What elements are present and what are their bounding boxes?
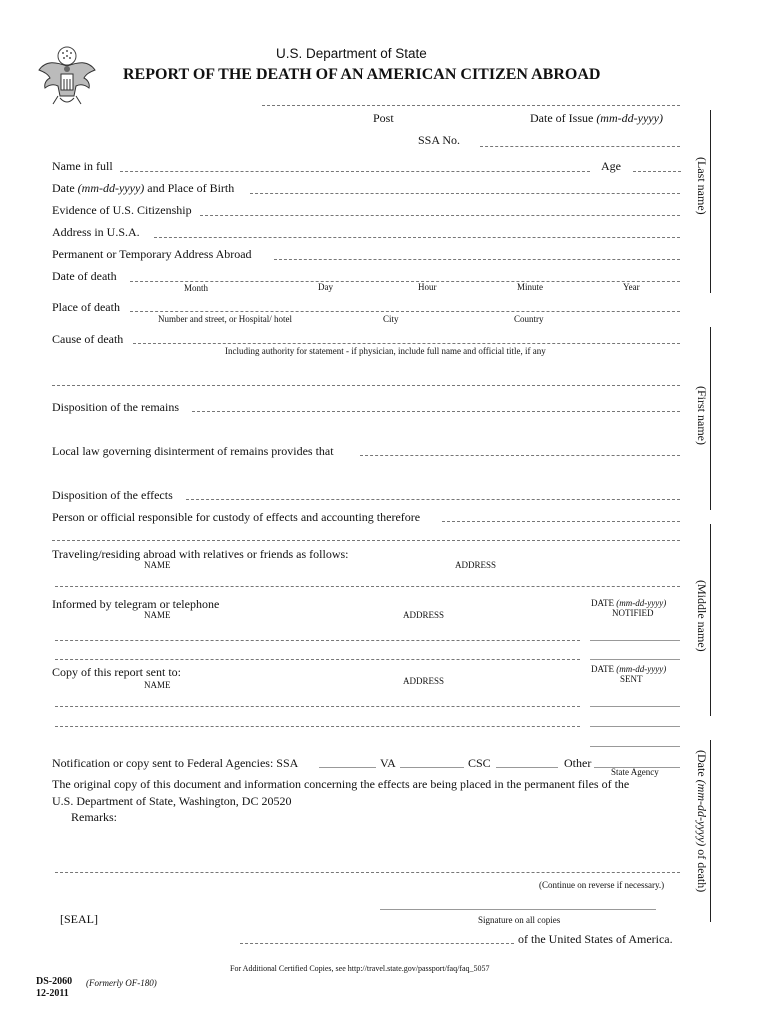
informed-date-format: (mm-dd-yyyy)	[616, 598, 667, 608]
date-of-issue-text: Date of Issue	[530, 111, 597, 125]
state-agency-label: State Agency	[611, 767, 659, 777]
original-line-2: U.S. Department of State, Washington, DC 20520	[52, 794, 292, 808]
dob-suffix: and Place of Birth	[144, 181, 235, 195]
signature-note: Signature on all copies	[478, 915, 561, 925]
pod-street: Number and street, or Hospital/ hotel	[158, 314, 292, 324]
copy-sent-row3-date[interactable]	[590, 746, 680, 747]
formerly-note: (Formerly OF-180)	[86, 978, 157, 988]
dob-label	[52, 181, 234, 196]
agency-ssa-field[interactable]	[319, 767, 376, 768]
first-name-bar	[710, 327, 711, 510]
pod-country: Country	[514, 314, 544, 324]
informed-row2-date[interactable]	[590, 659, 680, 660]
department-name: U.S. Department of State	[276, 46, 427, 61]
copy-sent-row2-date[interactable]	[590, 726, 680, 727]
disposition-effects-label: Disposition of the effects	[52, 488, 173, 502]
agency-va-label: VA	[380, 756, 396, 770]
remarks-field[interactable]	[55, 872, 680, 873]
age-field[interactable]	[633, 171, 681, 172]
dob-text: Date	[52, 181, 78, 195]
official-name-field[interactable]	[240, 943, 514, 944]
side-label-date-of-death	[694, 750, 709, 892]
middle-name-bar	[710, 524, 711, 716]
copy-sent-date-header	[591, 664, 666, 674]
informed-name-header: NAME	[144, 610, 171, 620]
citizenship-field[interactable]	[200, 215, 680, 216]
dod-month: Month	[184, 283, 209, 293]
disposition-effects-field[interactable]	[186, 499, 680, 500]
agencies-label	[52, 756, 298, 771]
side-date-suffix: of death)	[695, 846, 709, 893]
side-label-middle-name: (Middle name)	[695, 580, 709, 652]
date-of-death-bar	[710, 740, 711, 922]
citizenship-label: Evidence of U.S. Citizenship	[52, 203, 192, 217]
informed-label: Informed by telegram or telephone	[52, 597, 220, 611]
dod-year: Year	[623, 282, 640, 292]
date-of-death-field[interactable]	[130, 281, 680, 282]
pod-city: City	[383, 314, 399, 324]
copy-sent-date-text: DATE	[591, 664, 617, 674]
copy-sent-status-header: SENT	[620, 674, 643, 684]
remarks-label: Remarks:	[71, 810, 117, 824]
form-number: DS-2060	[36, 976, 73, 987]
informed-date-text: DATE	[591, 598, 617, 608]
agencies-text: Notification or copy sent to Federal Agencies:	[52, 756, 274, 770]
traveling-name-header: NAME	[144, 560, 171, 570]
dob-field[interactable]	[250, 193, 680, 194]
ssa-label: SSA No.	[418, 133, 461, 147]
informed-row1-name[interactable]	[55, 640, 580, 641]
great-seal-eagle-icon	[36, 44, 98, 112]
date-of-death-label: Date of death	[52, 269, 117, 283]
original-line-1: The original copy of this document and information concerning the effects are being placed in the permanent files of the	[52, 777, 630, 791]
continue-note: (Continue on reverse if necessary.)	[539, 880, 665, 890]
name-field[interactable]	[120, 171, 590, 172]
informed-row1-date[interactable]	[590, 640, 680, 641]
copy-sent-row1-name[interactable]	[55, 706, 580, 707]
dod-hour: Hour	[418, 282, 437, 292]
custody-field[interactable]	[442, 521, 680, 522]
cause-of-death-field[interactable]	[133, 343, 680, 344]
custody-continuation-field[interactable]	[52, 540, 680, 541]
custody-label: Person or official responsible for custody of effects and accounting therefore	[52, 510, 421, 524]
traveling-address-header: ADDRESS	[455, 560, 497, 570]
date-of-issue-format: (mm-dd-yyyy)	[596, 111, 663, 125]
revision-date: 12-2011	[36, 988, 69, 999]
cause-of-death-label: Cause of death	[52, 332, 124, 346]
agency-csc-field[interactable]	[496, 767, 558, 768]
agency-other-label: Other	[564, 756, 592, 770]
dod-minute: Minute	[517, 282, 543, 292]
agency-ssa-label: SSA	[276, 756, 299, 770]
cause-note: Including authority for statement - if physician, include full name and official title, if any	[225, 346, 546, 356]
disposition-remains-field[interactable]	[192, 411, 680, 412]
name-label: Name in full	[52, 159, 113, 173]
copy-sent-row1-date[interactable]	[590, 706, 680, 707]
address-usa-field[interactable]	[154, 237, 680, 238]
informed-status-header: NOTIFIED	[612, 608, 654, 618]
usa-label: of the United States of America.	[518, 932, 673, 946]
copy-sent-row2-name[interactable]	[55, 726, 580, 727]
disposition-remains-label: Disposition of the remains	[52, 400, 179, 414]
side-date-text: (Date	[695, 750, 709, 780]
agency-csc-label: CSC	[468, 756, 491, 770]
local-law-label: Local law governing disinterment of remains provides that	[52, 444, 334, 458]
place-of-death-field[interactable]	[130, 311, 680, 312]
copy-sent-label: Copy of this report sent to:	[52, 665, 181, 679]
address-usa-label: Address in U.S.A.	[52, 225, 140, 239]
side-label-last-name: (Last name)	[695, 157, 709, 215]
dob-format: (mm-dd-yyyy)	[77, 181, 145, 195]
side-label-first-name: (First name)	[695, 386, 709, 445]
post-label: Post	[373, 111, 394, 125]
age-label: Age	[601, 159, 621, 173]
informed-row2-name[interactable]	[55, 659, 580, 660]
last-name-bar	[710, 110, 711, 293]
traveling-label: Traveling/residing abroad with relatives or friends as follows:	[52, 547, 349, 561]
address-abroad-field[interactable]	[274, 259, 680, 260]
local-law-field[interactable]	[360, 455, 680, 456]
agency-va-field[interactable]	[400, 767, 464, 768]
cause-continuation-field[interactable]	[52, 385, 680, 386]
traveling-row-field[interactable]	[55, 586, 680, 587]
dod-day: Day	[318, 282, 333, 292]
signature-field[interactable]	[380, 909, 656, 910]
informed-address-header: ADDRESS	[403, 610, 445, 620]
place-of-death-label: Place of death	[52, 300, 120, 314]
copies-note: For Additional Certified Copies, see http://travel.state.gov/passport/faq/faq_5057	[230, 964, 490, 973]
form-title: REPORT OF THE DEATH OF AN AMERICAN CITIZEN ABROAD	[123, 66, 601, 83]
date-of-issue-label	[530, 111, 663, 126]
ssa-field[interactable]	[480, 146, 680, 147]
copy-sent-name-header: NAME	[144, 680, 171, 690]
post-field[interactable]	[262, 105, 680, 106]
seal-placeholder: [SEAL]	[60, 912, 98, 926]
copy-sent-address-header: ADDRESS	[403, 676, 445, 686]
copy-sent-date-format: (mm-dd-yyyy)	[616, 664, 667, 674]
address-abroad-label: Permanent or Temporary Address Abroad	[52, 247, 252, 261]
informed-date-header	[591, 598, 666, 608]
side-date-format: (mm-dd-yyyy)	[695, 779, 709, 847]
